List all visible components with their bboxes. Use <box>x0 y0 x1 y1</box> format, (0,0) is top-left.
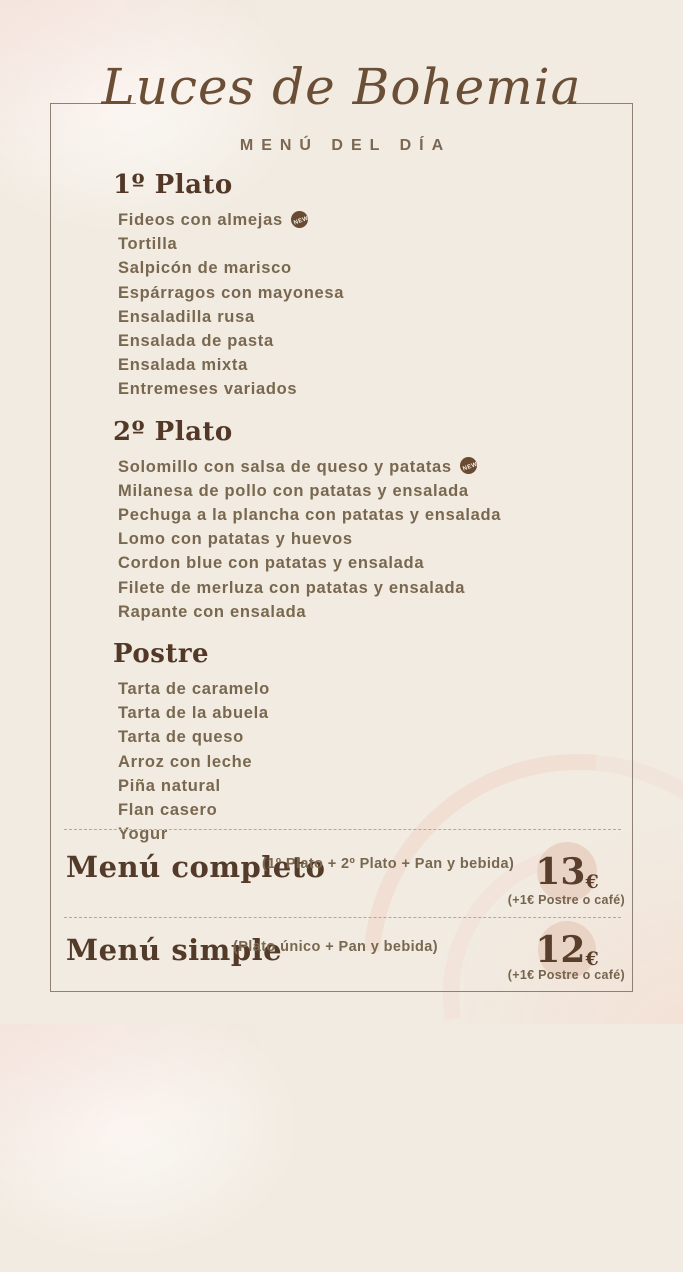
offer-name: Menú simple <box>66 933 283 967</box>
euro-symbol: € <box>585 948 599 970</box>
menu-item <box>118 576 583 600</box>
euro-symbol: € <box>585 871 599 893</box>
menu-item <box>118 232 583 256</box>
menu-item-label: Cordon blue con patatas y ensalada <box>118 554 425 573</box>
menu-item <box>118 256 583 280</box>
menu-item-label: Tortilla <box>118 235 178 254</box>
menu-item <box>118 329 583 353</box>
menu-item <box>118 701 583 725</box>
offer-details: (Plato único + Pan y bebida) <box>233 939 438 955</box>
menu-item-label: Flan casero <box>118 801 218 820</box>
section-item-list <box>113 677 583 846</box>
menu-item-label: Pechuga a la plancha con patatas y ensalada <box>118 506 502 525</box>
menu-item-label: Tarta de la abuela <box>118 704 269 723</box>
menu-item <box>118 677 583 701</box>
restaurant-title: Luces de Bohemia <box>101 58 582 116</box>
menu-item <box>118 503 583 527</box>
menu-item-label: Tarta de queso <box>118 728 244 747</box>
menu-item <box>118 822 583 846</box>
new-badge-icon <box>460 457 477 474</box>
offer-note: (+1€ Postre o café) <box>507 968 625 982</box>
new-badge-icon <box>291 211 308 228</box>
section-postre <box>113 639 583 846</box>
offer-details: (1º Plato + 2º Plato + Pan y bebida) <box>262 856 515 872</box>
menu-subtitle: MENÚ DEL DÍA <box>239 137 452 154</box>
menu-item <box>118 725 583 749</box>
menu-item-label: Yogur <box>118 825 168 844</box>
menu-item <box>118 479 583 503</box>
menu-item-label: Ensalada de pasta <box>118 332 274 351</box>
menu-item <box>118 455 583 479</box>
section-heading: 1º Plato <box>113 170 233 200</box>
menu-item-label: Ensaladilla rusa <box>118 307 255 326</box>
offers-divider <box>64 917 621 918</box>
offers-divider <box>64 829 621 830</box>
menu-item-label: Piña natural <box>118 776 221 795</box>
menu-item <box>118 208 583 232</box>
menu-item <box>118 551 583 575</box>
menu-item <box>118 774 583 798</box>
section-heading: Postre <box>113 639 210 670</box>
price-value: 13 <box>535 851 586 893</box>
menu-item-label: Fideos con almejas <box>118 211 283 229</box>
menu-item-label: Entremeses variados <box>118 380 298 399</box>
menu-item-label: Arroz con leche <box>118 752 253 771</box>
section-primer-plato <box>113 170 583 402</box>
menu-item <box>118 377 583 401</box>
new-badge-label: NEW <box>462 462 479 474</box>
section-item-list <box>113 455 583 624</box>
menu-item-label: Lomo con patatas y huevos <box>118 530 353 549</box>
menu-item-label: Espárragos con mayonesa <box>118 283 345 302</box>
menu-item <box>118 353 583 377</box>
menu-item-label: Rapante con ensalada <box>118 602 307 621</box>
menu-item-label: Salpicón de marisco <box>118 259 292 278</box>
menu-item <box>118 305 583 329</box>
menu-content <box>113 170 583 861</box>
section-heading: 2º Plato <box>113 416 233 447</box>
menu-item-label: Tarta de caramelo <box>118 680 270 699</box>
menu-item <box>118 281 583 305</box>
offer-name: Menú completo <box>66 850 326 884</box>
menu-item <box>118 527 583 551</box>
menu-item <box>118 750 583 774</box>
menu-item <box>118 798 583 822</box>
section-item-list <box>113 208 583 402</box>
offer-note: (+1€ Postre o café) <box>507 893 625 907</box>
menu-item <box>118 600 583 624</box>
menu-item-label: Solomillo con salsa de queso y patatas <box>118 457 452 476</box>
section-segundo-plato <box>113 417 583 624</box>
new-badge-label: NEW <box>293 215 310 227</box>
price-value: 12 <box>535 929 586 971</box>
menu-item-label: Ensalada mixta <box>118 356 248 375</box>
menu-item-label: Filete de merluza con patatas y ensalada <box>118 578 466 597</box>
menu-item-label: Milanesa de pollo con patatas y ensalada <box>118 481 469 500</box>
